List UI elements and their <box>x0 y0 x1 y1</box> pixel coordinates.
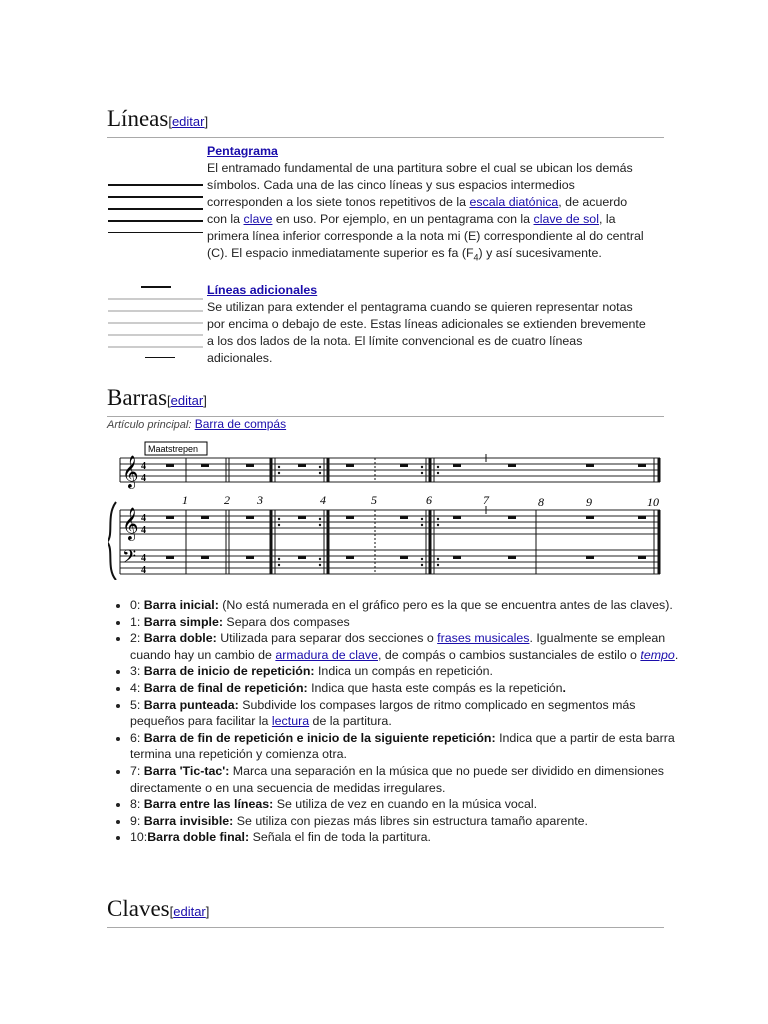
time-signatures <box>141 461 146 576</box>
heading-title: Claves <box>107 896 170 921</box>
caption-text: Maatstrepen <box>148 444 199 454</box>
list-item: • 3: Barra de inicio de repetición: Indica un compás en repetición. <box>130 663 685 680</box>
treble-staff <box>120 510 660 534</box>
list-item: • 10:Barra doble final: Señala el fin de toda la partitura. <box>130 829 685 846</box>
heading-title: Líneas <box>107 106 169 131</box>
section-heading-barras <box>107 385 664 417</box>
top-staff <box>120 458 660 482</box>
heading-title: Barras <box>107 385 168 410</box>
escala-diatonica-link[interactable]: escala diatónica <box>469 195 559 209</box>
bass-staff <box>120 550 660 574</box>
list-item: • 9: Barra invisible: Se utiliza con piezas más libres sin estructura tamaño aparente. <box>130 813 685 830</box>
section-heading-lineas <box>107 106 664 138</box>
inline-link[interactable]: lectura <box>271 714 310 729</box>
svg-text:4: 4 <box>141 565 146 576</box>
edit-section-link[interactable]: [editar] <box>167 393 207 408</box>
bar-lines-figure <box>108 440 664 580</box>
svg-text:4: 4 <box>141 553 146 564</box>
rests <box>166 464 646 559</box>
barra-de-compas-link[interactable]: Barra de compás <box>194 417 287 431</box>
lineas-adicionales-definition <box>207 282 647 367</box>
caption-box <box>145 442 207 455</box>
lineas-adicionales-link[interactable]: Líneas adicionales <box>207 283 318 297</box>
list-item: • 5: Barra punteada: Subdivide los compases largos de ritmo complicado en segmentos más pequeños para facilitar la lectura de la partitura. <box>130 697 685 730</box>
edit-section-link[interactable]: [editar] <box>169 904 210 919</box>
bar-number: 4 <box>320 493 326 507</box>
bar-numbers <box>182 493 659 509</box>
treble-clef-icon: 𝄞 <box>122 507 139 540</box>
bar-number: 10 <box>647 495 659 509</box>
ledger-lines-illustration <box>108 286 203 361</box>
svg-text:4: 4 <box>141 461 146 472</box>
brace <box>108 502 116 580</box>
inline-link[interactable]: tempo <box>640 647 675 662</box>
list-item: • 7: Barra 'Tic-tac': Marca una separación en la música que no puede ser dividido en dimensiones directamente o en una secuencia de medidas irregulares. <box>130 763 685 796</box>
bar-number: 7 <box>483 493 489 507</box>
bar-number: 6 <box>426 493 432 507</box>
pentagrama-definition <box>207 143 647 266</box>
bass-clef-icon: 𝄢 <box>122 547 137 572</box>
pentagrama-link[interactable]: Pentagrama <box>207 144 278 158</box>
list-item: • 8: Barra entre las líneas: Se utiliza de vez en cuando en la música vocal. <box>130 796 685 813</box>
staff-lines-illustration <box>108 184 203 234</box>
treble-clef-icon: 𝄞 <box>122 455 139 488</box>
inline-link[interactable]: armadura de clave <box>275 647 378 662</box>
list-item: • 2: Barra doble: Utilizada para separar dos secciones o frases musicales. Igualmente se emplean cuando hay un cambio de armadura de clave, de compás o cambios sustanciales de estilo o tempo. <box>130 630 685 663</box>
edit-section-link[interactable]: [editar] <box>168 114 209 129</box>
svg-text:4: 4 <box>141 513 146 524</box>
list-item: • 6: Barra de fin de repetición e inicio de la siguiente repetición: Indica que a partir de esta barra termina una repetición y comienza otra. <box>130 730 685 763</box>
bar-number: 8 <box>538 495 544 509</box>
bar-number: 9 <box>586 495 592 509</box>
bar-number: 3 <box>257 493 263 507</box>
clave-link[interactable]: clave <box>243 212 273 226</box>
pentagrama-text: El entramado fundamental de una partitura sobre el cual se ubican los demás símbolos. Cada una de las cinco líneas y sus espacios intermedios corresponden a los siete tonos repetitivos de la escala diatónica, de acuerdo con la clave en uso. Por ejemplo, en un pentagrama con la clave de sol, la primera línea inferior corresponde a la nota mi (E) correspondiente al do central (C). El espacio inmediatamente superior es fa $(F_4)$ y así sucesivamente. <box>207 161 644 263</box>
clave-de-sol-link[interactable]: clave de sol <box>533 212 599 226</box>
inline-link[interactable]: frases musicales <box>437 631 530 646</box>
bar-number: 5 <box>371 493 377 507</box>
list-item: • 4: Barra de final de repetición: Indica que hasta este compás es la repetición. <box>130 680 685 697</box>
svg-text:4: 4 <box>141 525 146 536</box>
list-item: • 0: Barra inicial: (No está numerada en el gráfico pero es la que se encuentra antes de las claves). <box>130 597 685 614</box>
bar-types-list <box>110 597 685 846</box>
bar-number: 2 <box>224 493 230 507</box>
list-item: • 1: Barra simple: Separa dos compases <box>130 614 685 631</box>
svg-text:4: 4 <box>141 473 146 484</box>
main-article-note: Artículo principal: Barra de compás <box>107 417 287 431</box>
bar-number: 1 <box>182 493 188 507</box>
section-heading-claves <box>107 896 664 928</box>
lineas-adicionales-text: Se utilizan para extender el pentagrama cuando se quieren representar notas por encima o debajo de este. Estas líneas adicionales se extienden brevemente a los dos lados de la nota. El límite convencional es de cuatro líneas adicionales. <box>207 300 646 365</box>
